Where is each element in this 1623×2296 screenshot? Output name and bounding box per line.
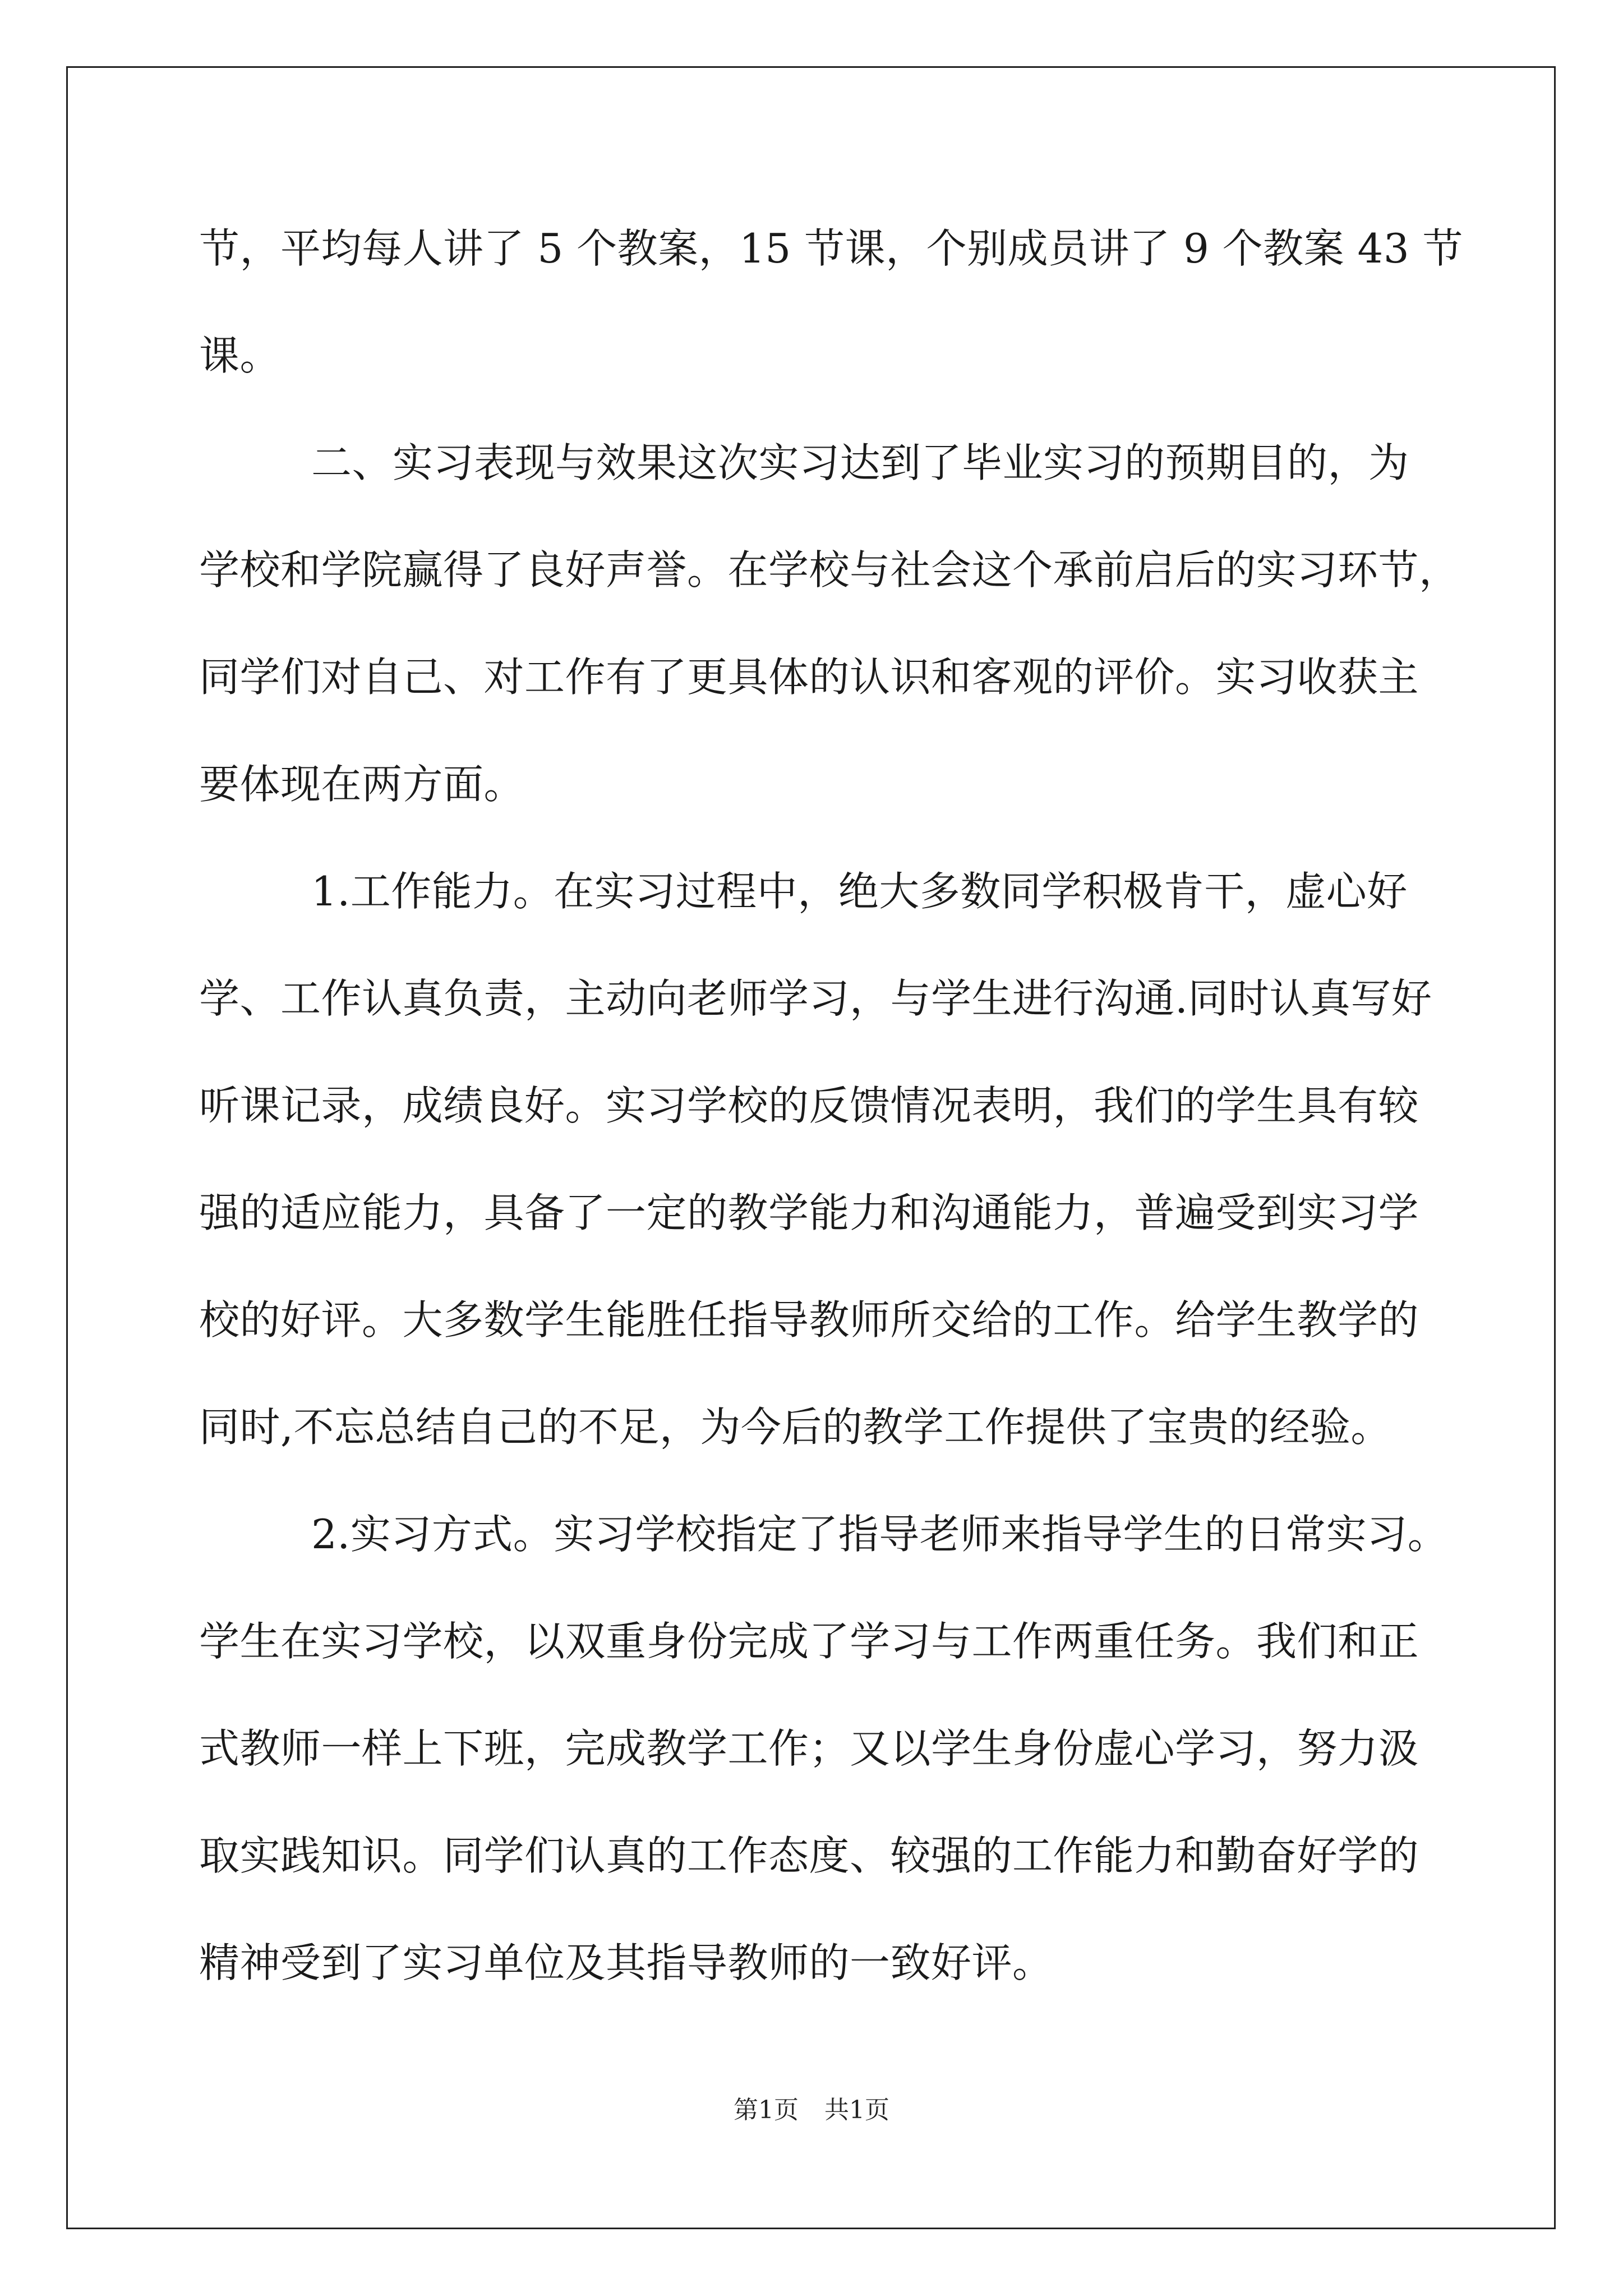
current-page-number: 第1页 (734, 2096, 799, 2124)
paragraph-line: 精神受到了实习单位及其指导教师的一致好评。 (199, 1939, 1053, 1986)
paragraph-line: 强的适应能力，具备了一定的教学能力和沟通能力，普遍受到实习学 (199, 1189, 1419, 1236)
paragraph-line: 同时,不忘总结自己的不足，为今后的教学工作提供了宝贵的经验。 (199, 1404, 1391, 1451)
paragraph-line: 课。 (199, 332, 281, 379)
page-footer (0, 2093, 1623, 2127)
paragraph-line: 节，平均每人讲了 5 个教案，15 节课，个别成员讲了 9 个教案 43 节 (199, 225, 1464, 272)
paragraph-line: 二、实习表现与效果这次实习达到了毕业实习的预期目的，为 (311, 439, 1409, 486)
paragraph-line: 要体现在两方面。 (199, 761, 525, 808)
paragraph-line: 式教师一样上下班，完成教学工作；又以学生身份虚心学习，努力汲 (199, 1725, 1419, 1772)
paragraph-line: 听课记录，成绩良好。实习学校的反馈情况表明，我们的学生具有较 (199, 1082, 1419, 1129)
paragraph-line: 校的好评。大多数学生能胜任指导教师所交给的工作。给学生教学的 (199, 1296, 1419, 1343)
document-body (199, 195, 1464, 2017)
paragraph-line: 2.实习方式。实习学校指定了指导老师来指导学生的日常实习。 (311, 1511, 1449, 1558)
paragraph-line: 1.工作能力。在实习过程中，绝大多数同学积极肯干，虚心好 (311, 868, 1408, 915)
paragraph-line: 学校和学院赢得了良好声誉。在学校与社会这个承前启后的实习环节， (199, 546, 1460, 593)
paragraph-line: 取实践知识。同学们认真的工作态度、较强的工作能力和勤奋好学的 (199, 1832, 1419, 1879)
paragraph-line: 同学们对自己、对工作有了更具体的认识和客观的评价。实习收获主 (199, 654, 1419, 701)
paragraph-line: 学、工作认真负责，主动向老师学习，与学生进行沟通.同时认真写好 (199, 975, 1432, 1022)
total-page-count: 共1页 (824, 2096, 889, 2124)
paragraph-line: 学生在实习学校，以双重身份完成了学习与工作两重任务。我们和正 (199, 1618, 1419, 1665)
